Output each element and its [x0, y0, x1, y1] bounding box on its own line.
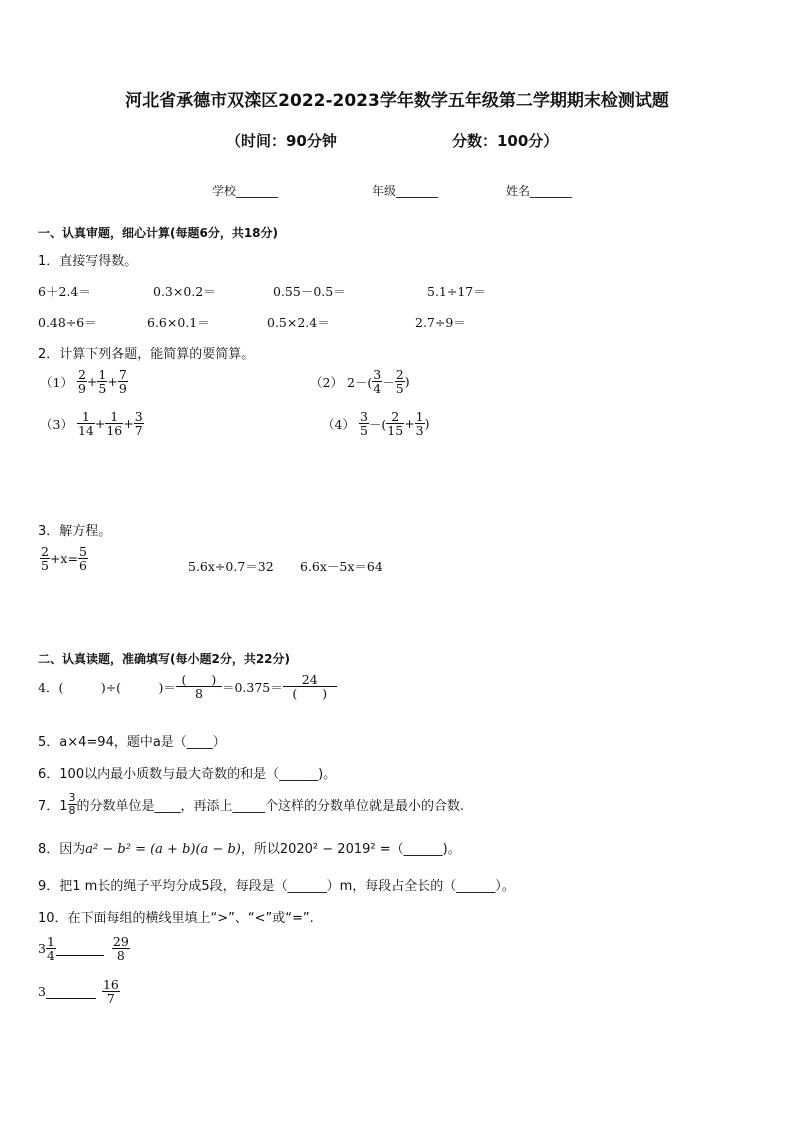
question-2-prompt: 2．计算下列各题，能简算的要简算。 [38, 347, 255, 362]
q1-item: 0.5×2.4＝ [267, 315, 330, 330]
exam-time: （时间：90分钟 [226, 132, 337, 150]
q10-row-1: 3 $\frac{1}{4}$ $\frac{29}{8}$ [38, 934, 129, 964]
compare-blank[interactable] [56, 955, 104, 956]
q1-item: 0.55－0.5＝ [273, 284, 346, 299]
question-8: 8．因为a² − b² = (a + b)(a − b)，所以2020² − 2019² =（______)。 [38, 842, 461, 857]
school-field: 学校_______ [212, 184, 279, 198]
q1-item: 6＋2.4＝ [38, 284, 91, 299]
q2-expr-2: （2） 2－( $\frac{3}{4}$ － $\frac{2}{5}$ ) [310, 367, 410, 397]
question-5: 5．a×4=94，题中a是（____） [38, 735, 226, 750]
q3-equation-1: $\frac{2}{5}$ +x= $\frac{5}{6}$ [41, 544, 87, 574]
q1-item: 6.6×0.1＝ [147, 315, 210, 330]
question-6: 6．100以内最小质数与最大奇数的和是（______)。 [38, 767, 337, 782]
q2-expr-3: （3） $\frac{1}{14}$ + $\frac{1}{16}$ + $\frac{3}{7}$ [40, 409, 143, 439]
question-7: 7．1 $\frac{3}{8}$ 的分数单位是____，再添上_____个这样的分数单位就是最小的合数. [38, 791, 465, 817]
q3-equation-3: 6.6x－5x＝64 [300, 559, 383, 574]
q10-row-2: 3 $\frac{16}{7}$ [38, 977, 119, 1007]
q3-equation-2: 5.6x÷0.7＝32 [188, 559, 274, 574]
question-4: 4．( )÷( )＝ $\frac{( )}{8}$ ＝0.375＝ $\frac{24}{( )}$ [38, 673, 337, 700]
section-1-heading: 一、认真审题，细心计算(每题6分，共18分) [38, 226, 279, 240]
section-2-heading: 二、认真读题，准确填写(每小题2分，共22分) [38, 652, 291, 666]
question-1-prompt: 1．直接写得数。 [38, 254, 138, 269]
q2-expr-1: （1） $\frac{2}{9}$ + $\frac{1}{5}$ + $\frac{7}{9}$ [40, 367, 127, 397]
q1-item: 5.1÷17＝ [427, 284, 486, 299]
question-3-prompt: 3．解方程。 [38, 524, 112, 539]
name-field: 姓名_______ [506, 184, 573, 198]
exam-score: 分数：100分） [452, 132, 559, 150]
q2-expr-4: （4） $\frac{3}{5}$ －( $\frac{2}{15}$ + $\frac{1}{3}$ ) [322, 409, 430, 439]
q1-item: 0.48÷6＝ [38, 315, 97, 330]
exam-title: 河北省承德市双滦区2022-2023学年数学五年级第二学期期末检测试题 [125, 91, 669, 111]
q1-item: 2.7÷9＝ [415, 315, 466, 330]
q1-item: 0.3×0.2＝ [153, 284, 216, 299]
question-9: 9．把1 m长的绳子平均分成5段，每段是（______）m，每段占全长的（______）。 [38, 879, 515, 894]
question-10-prompt: 10．在下面每组的横线里填上“>”、“<”或“=”. [38, 911, 314, 926]
grade-field: 年级_______ [372, 184, 439, 198]
compare-blank[interactable] [46, 998, 96, 999]
